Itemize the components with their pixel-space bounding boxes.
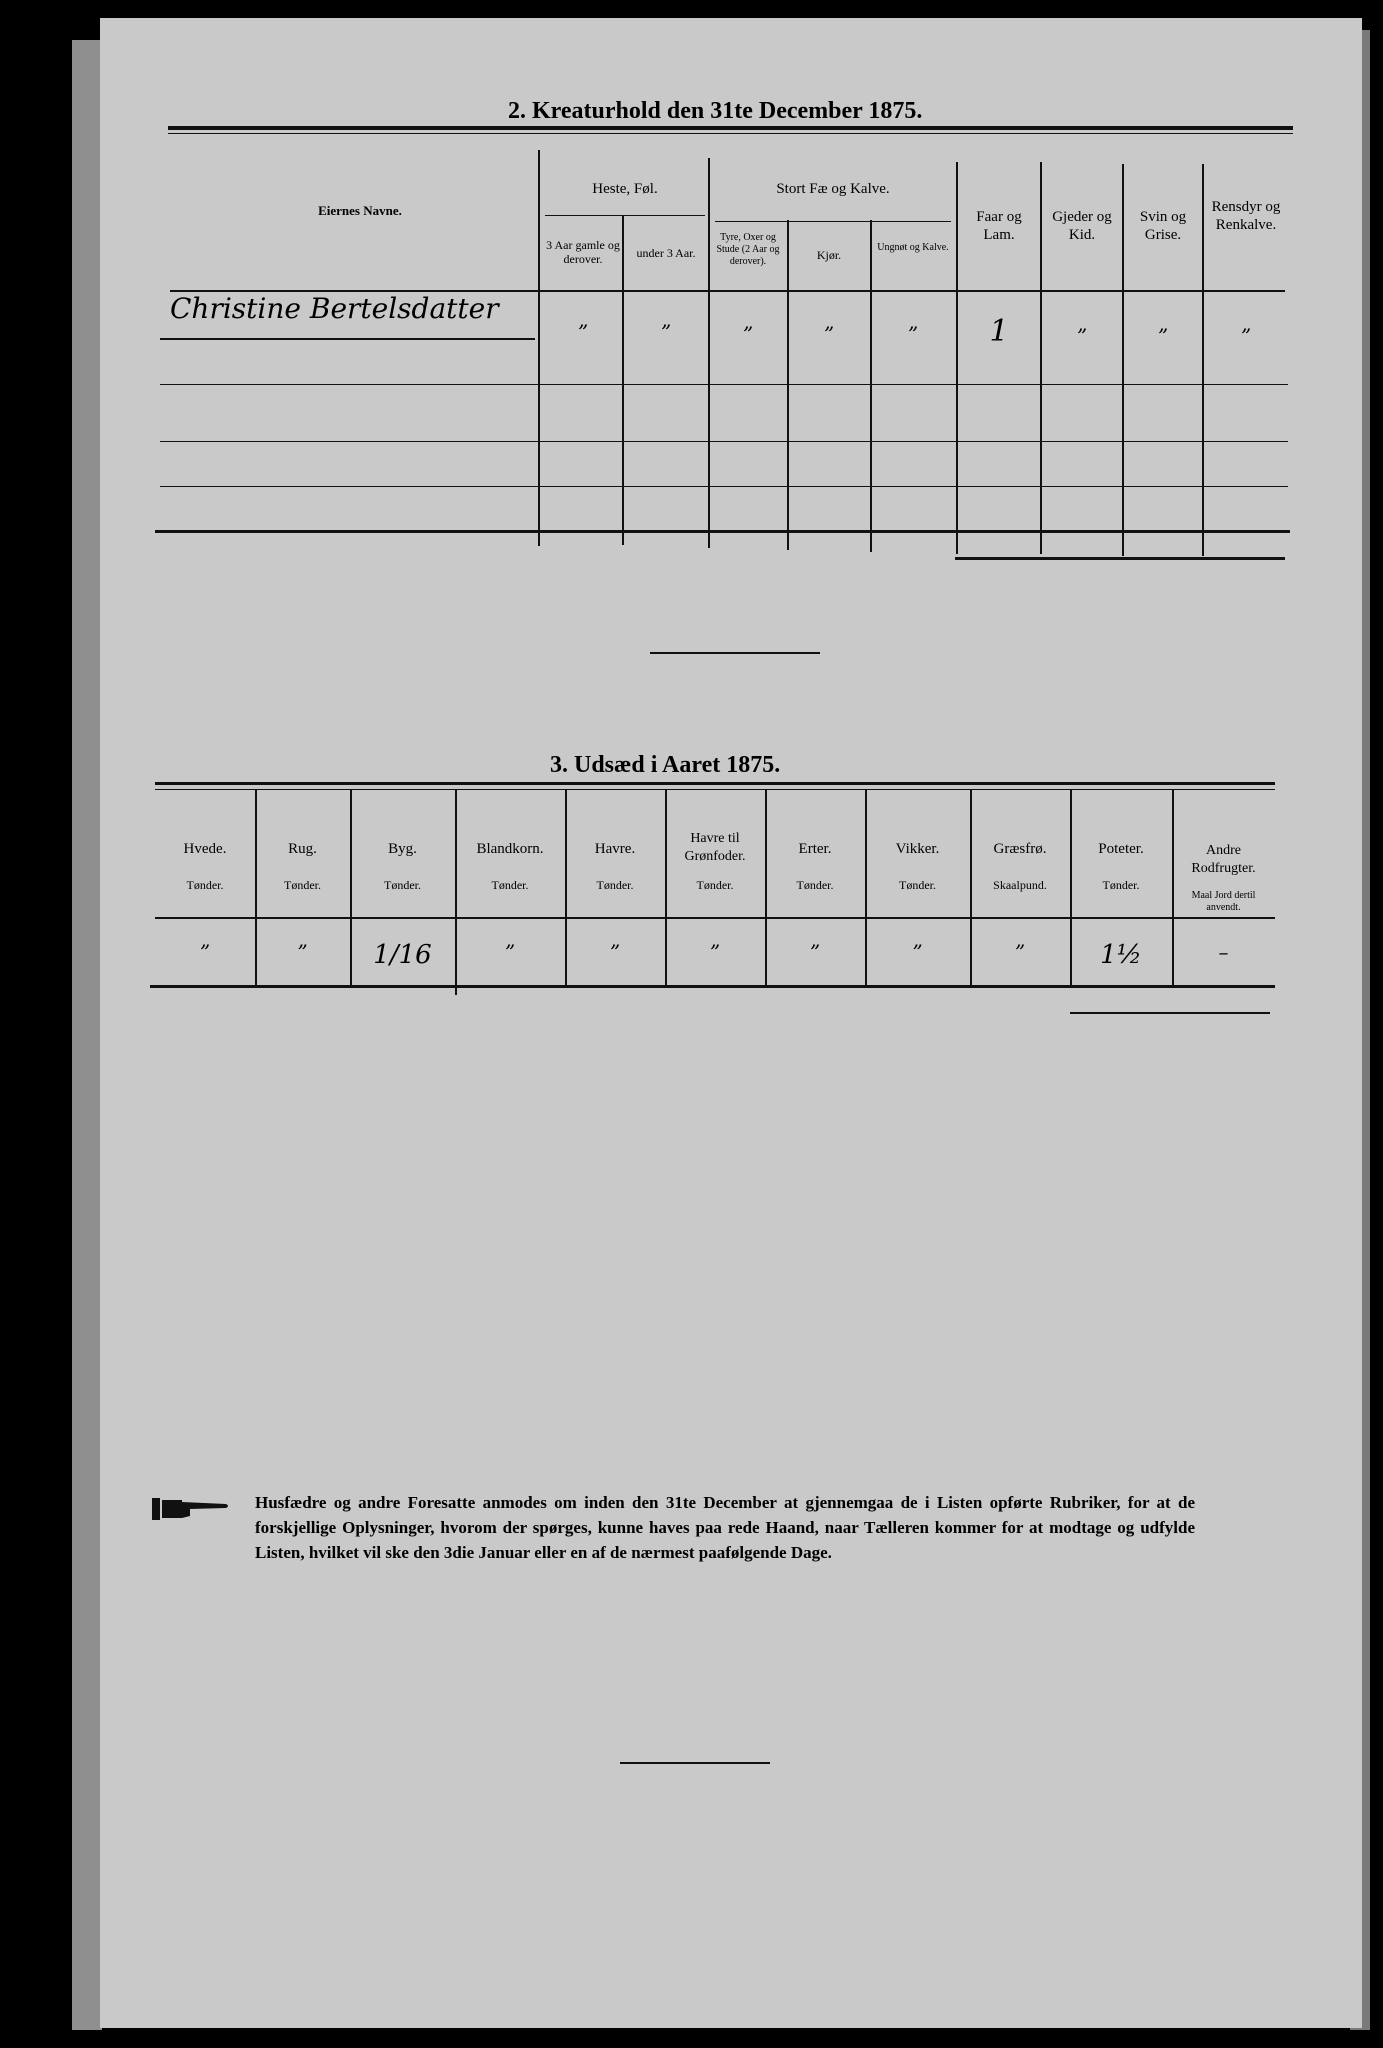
udsaed-unit-label: Tønder. [186, 878, 224, 892]
udsaed-unit-label: Tønder. [899, 878, 936, 892]
udsaed-col-header: Byg. [388, 841, 417, 857]
ungnot-header: Ungnøt og Kalve. [877, 242, 949, 253]
pointing-hand-icon [150, 1494, 230, 1522]
udsaed-unit-label: Tønder. [796, 878, 834, 892]
heste-old-header: 3 Aar gamle og derover. [546, 238, 620, 266]
table3-header-bottom [155, 917, 1275, 919]
udsaed-col-header: Havre. [594, 841, 636, 857]
paper-edge-left [72, 40, 102, 2030]
section-divider [650, 652, 820, 654]
udsaed-unit-label: Tønder. [384, 878, 421, 892]
table3-vline [970, 790, 972, 985]
tyre-value: ” [742, 322, 754, 346]
bottom-rule [620, 1762, 770, 1764]
section3-bottom-rule [150, 985, 1275, 988]
udsaed-value: ” [504, 940, 516, 964]
section3-top-rule [155, 782, 1275, 785]
udsaed-unit-label: Tønder. [284, 878, 321, 892]
kjer-value: ” [823, 322, 835, 346]
udsaed-value: 1/16 [373, 940, 432, 970]
udsaed-value: ” [199, 940, 211, 964]
heste-young-header: under 3 Aar. [636, 246, 696, 260]
section2-top-rule [168, 126, 1293, 130]
udsaed-value: ” [609, 940, 621, 964]
kjer-header: Kjør. [816, 248, 842, 262]
gjeder-value: ” [1076, 324, 1088, 348]
section2-title: 2. Kreaturhold den 31te December 1875. [508, 98, 923, 124]
gjeder-header: Gjeder og Kid. [1052, 209, 1112, 243]
stort-group-header: Stort Fæ og Kalve. [776, 181, 890, 197]
udsaed-col-header: Poteter. [1098, 841, 1144, 857]
table3-vline [865, 790, 867, 985]
table3-vline [565, 790, 567, 985]
udsaed-value: ” [809, 940, 821, 964]
table3-vline [1070, 790, 1072, 985]
table3-vline [1172, 790, 1174, 985]
udsaed-unit-label: Tønder. [696, 878, 734, 892]
table3-vline [665, 790, 667, 985]
faar-header: Faar og Lam. [976, 209, 1022, 243]
udsaed-col-header: Vikker. [895, 841, 940, 857]
udsaed-col-header: Blandkorn. [476, 841, 544, 857]
udsaed-value: – [1218, 940, 1229, 964]
svin-value: ” [1157, 324, 1169, 348]
owner-name-header: Eiernes Navne. [318, 203, 402, 218]
udsaed-value: 1½ [1100, 940, 1142, 970]
heste-old-value: ” [577, 320, 589, 344]
udsaed-unit-label: Tønder. [491, 878, 529, 892]
section3-title: 3. Udsæd i Aaret 1875. [550, 752, 781, 778]
table3-vline [455, 790, 457, 995]
table2-bottom-rule [155, 530, 1290, 533]
tyre-header: Tyre, Oxer og Stude (2 Aar og derover). [716, 232, 780, 267]
ungnot-value: ” [907, 322, 919, 346]
udsaed-col-header: Andre Rodfrugter. [1191, 843, 1256, 876]
table3-vline [350, 790, 352, 985]
udsaed-unit-label: Maal Jord dertil anvendt. [1191, 890, 1256, 913]
faar-value: 1 [989, 314, 1009, 349]
udsaed-value: ” [709, 940, 721, 964]
udsaed-col-header: Hvede. [183, 841, 227, 857]
table3-vline [255, 790, 257, 985]
udsaed-col-header: Rug. [288, 841, 317, 857]
rensdyr-header: Rensdyr og Renkalve. [1211, 199, 1281, 233]
heste-group-header: Heste, Føl. [592, 181, 658, 197]
udsaed-col-header: Havre til Grønfoder. [684, 831, 746, 864]
rensdyr-value: ” [1240, 324, 1252, 348]
udsaed-value: ” [297, 940, 308, 964]
udsaed-col-header: Erter. [798, 841, 832, 857]
udsaed-value: ” [1014, 940, 1026, 964]
owner-name-entry: Christine Bertelsdatter [170, 292, 499, 325]
notice-text: Husfædre og andre Foresatte anmodes om inden den 31te December at gjennemgaa de i Listen opførte Rubriker, for at de forskjellige Oplysninger, hvorom der spørges, kunne haves paa rede Haand, naar Tælleren kommer for at modtage og udfylde Listen, hvilket vil ske den 3die Januar eller en af de nærmest paafølgende Dage. [255, 1493, 1195, 1562]
udsaed-col-header: Græsfrø. [993, 841, 1047, 857]
udsaed-value: ” [912, 940, 923, 964]
udsaed-unit-label: Tønder. [1102, 878, 1140, 892]
heste-young-value: ” [660, 320, 672, 344]
svin-header: Svin og Grise. [1139, 209, 1187, 243]
udsaed-unit-label: Skaalpund. [993, 878, 1047, 892]
udsaed-unit-label: Tønder. [596, 878, 634, 892]
table3-vline [765, 790, 767, 985]
